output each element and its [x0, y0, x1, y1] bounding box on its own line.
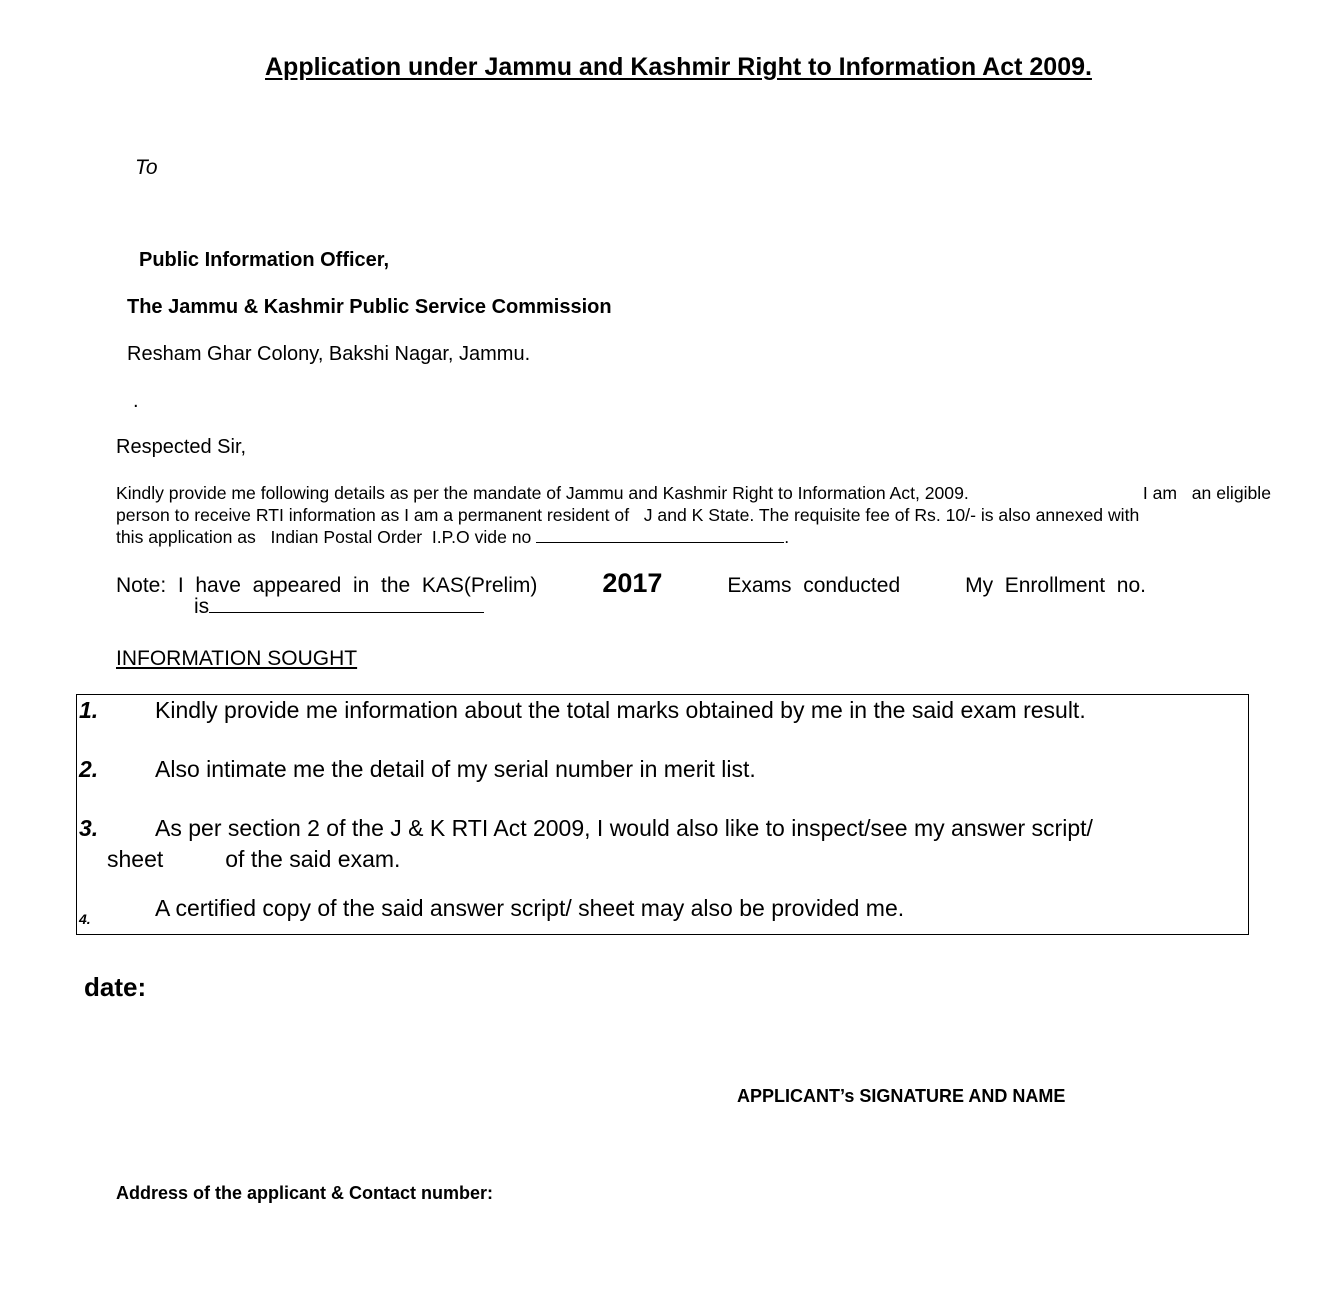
paragraph-line-3-suffix: . — [784, 527, 790, 547]
paragraph-line-1-left: Kindly provide me following details as per the mandate of Jammu and Kashmir Right to Information Act, 2009. — [116, 483, 969, 503]
note-text-after-year: Exams conducted — [727, 574, 901, 597]
item-number: 3. — [79, 815, 99, 841]
paragraph-line-3 — [116, 526, 1271, 548]
item-text: Kindly provide me information about the total marks obtained by me in the said exam result. — [155, 697, 1086, 723]
to-label: To — [135, 156, 158, 179]
paragraph-line-1-right: I am an eligible — [1142, 483, 1271, 503]
note-enrollment-is: is — [194, 595, 210, 618]
ipo-number-blank[interactable] — [536, 528, 784, 543]
item-number: 2. — [79, 756, 99, 782]
note-text-before-year: Note: I have appeared in the KAS(Prelim) — [116, 574, 538, 597]
item-continuation-b: of the said exam. — [225, 846, 401, 872]
item-number: 4. — [79, 911, 91, 927]
contact-label: Address of the applicant & Contact number: — [116, 1183, 494, 1203]
item-text: A certified copy of the said answer script/ sheet may also be provided me. — [155, 895, 905, 921]
recipient-organization: The Jammu & Kashmir Public Service Commission — [127, 296, 612, 318]
information-items-box — [76, 694, 1249, 935]
item-text: As per section 2 of the J & K RTI Act 2009, I would also like to inspect/see my answer script/ — [155, 815, 1093, 841]
salutation: Respected Sir, — [116, 436, 247, 458]
paragraph-line-3-prefix: this application as Indian Postal Order I.P.O vide no — [116, 527, 532, 547]
note-block — [116, 568, 1156, 619]
paragraph-line-1 — [116, 482, 1271, 504]
signature-label: APPLICANT’s SIGNATURE AND NAME — [737, 1086, 1066, 1106]
recipient-designation: Public Information Officer, — [139, 249, 390, 271]
recipient-address: Resham Ghar Colony, Bakshi Nagar, Jammu. — [127, 343, 531, 365]
stray-dot: . — [133, 390, 139, 412]
date-label: date: — [84, 972, 147, 1002]
information-sought-heading: INFORMATION SOUGHT — [116, 647, 358, 670]
item-continuation-a: sheet — [107, 846, 164, 872]
request-paragraph — [116, 482, 1271, 548]
document-title: Application under Jammu and Kashmir Right to Information Act 2009. — [265, 53, 1092, 81]
note-enrollment-label: My Enrollment no. — [965, 574, 1146, 597]
note-exam-year: 2017 — [602, 568, 663, 598]
item-text: Also intimate me the detail of my serial number in merit list. — [155, 756, 756, 782]
item-number: 1. — [79, 697, 99, 723]
paragraph-line-2: person to receive RTI information as I am a permanent resident of J and K State. The requisite fee of Rs. 10/- is also annexed with — [116, 505, 1140, 525]
item-3-continuation — [107, 846, 400, 873]
enrollment-number-blank[interactable] — [209, 600, 484, 613]
